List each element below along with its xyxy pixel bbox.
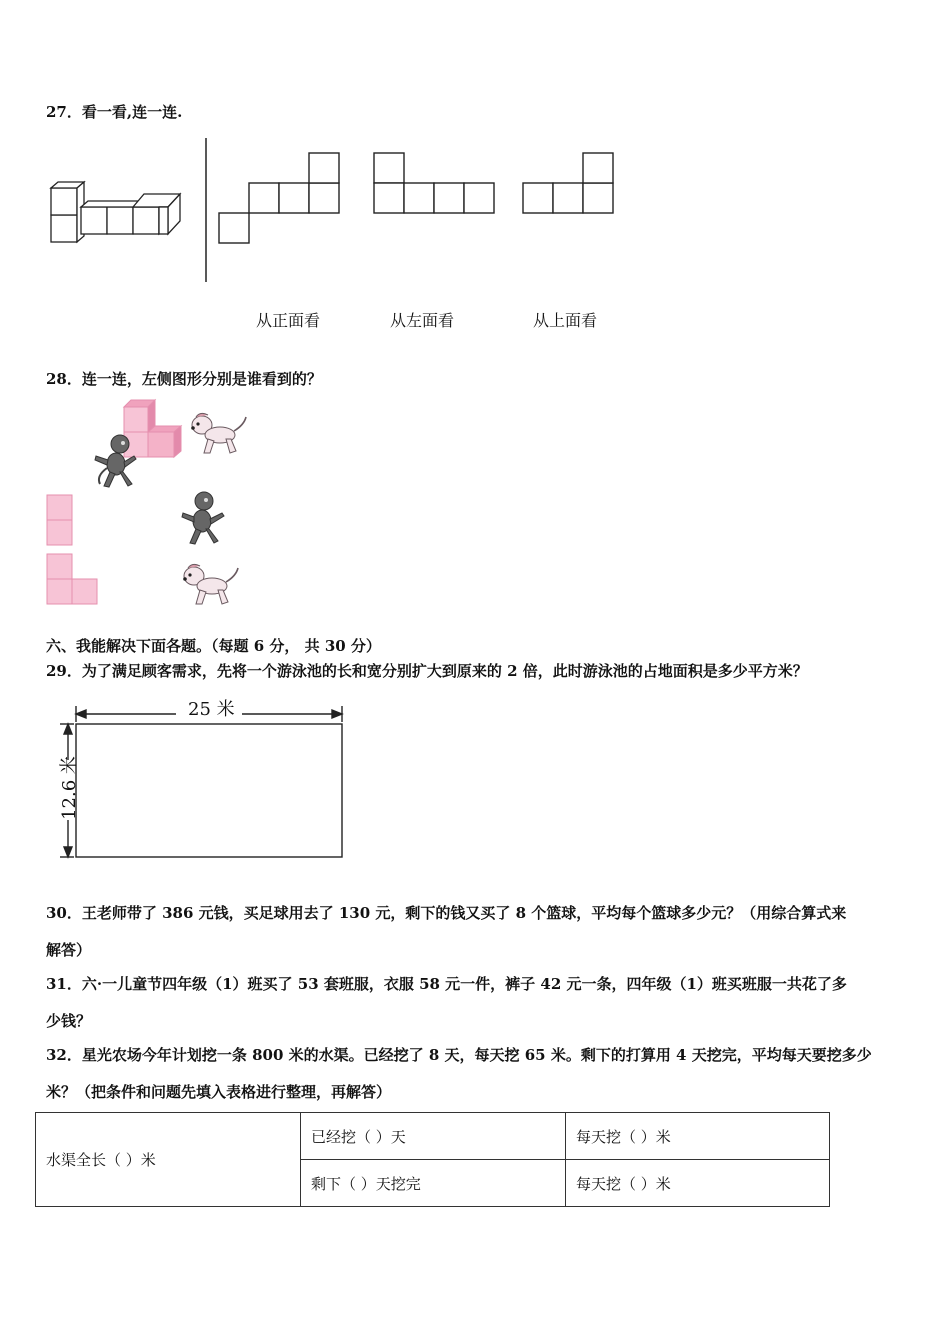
q27-divider [205,138,207,282]
q29-width-label: 12.6 米 [59,756,80,820]
monkey-icon [92,432,138,490]
q27-cube-figure [48,180,188,246]
q27-title: 27．看一看,连一连. [46,103,183,121]
q28-shape-column [46,494,74,546]
q29-text: 29．为了满足顾客需求，先将一个游泳池的长和宽分别扩大到原来的 2 倍，此时游泳池的占地面积是多少平方米？ [46,662,808,680]
view-label-front: 从正面看 [256,311,321,330]
q32-line1: 32．星光农场今年计划挖一条 800 米的水渠。已经挖了 8 天，每天挖 65 米。剩下的打算用 4 天挖完，平均每天要挖多少 [46,1046,872,1064]
q28-shape-l [46,553,100,605]
q27-view-b [373,152,495,214]
view-label-top: 从上面看 [533,311,598,330]
q32-dug-rate-cell[interactable]: 每天挖（ ）米 [566,1113,830,1160]
q32-remain-days-cell[interactable]: 剩下（ ）天挖完 [301,1160,566,1207]
q27-view-c [522,152,614,214]
q32-dug-days-cell[interactable]: 已经挖（ ）天 [301,1113,566,1160]
dog-icon [190,411,248,459]
q31-line1: 31．六·一儿童节四年级（1）班买了 53 套班服，衣服 58 元一件，裤子 42 元一条，四年级（1）班买班服一共花了多 [46,975,847,993]
q29-length-label: 25 米 [188,699,235,720]
section6-heading: 六、我能解决下面各题。（每题 6 分， 共 30 分） [46,637,381,655]
q32-table [35,1112,830,1207]
q30-line1: 30．王老师带了 386 元钱，买足球用去了 130 元，剩下的钱又买了 8 个篮球，平均每个篮球多少元？（用综合算式来 [46,904,847,922]
monkey-icon [180,489,226,547]
dog-icon [182,562,240,610]
q29-pool-diagram [56,700,348,860]
q32-remain-rate-cell[interactable]: 每天挖（ ）米 [566,1160,830,1207]
q31-line2: 少钱？ [46,1012,92,1030]
q32-line2: 米？（把条件和问题先填入表格进行整理，再解答） [46,1083,392,1101]
q27-view-a [218,152,340,244]
q32-total-cell[interactable]: 水渠全长（ ）米 [36,1113,301,1207]
q30-line2: 解答） [46,941,92,959]
q28-title: 28．连一连，左侧图形分别是谁看到的？ [46,370,322,388]
view-label-left: 从左面看 [390,311,455,330]
